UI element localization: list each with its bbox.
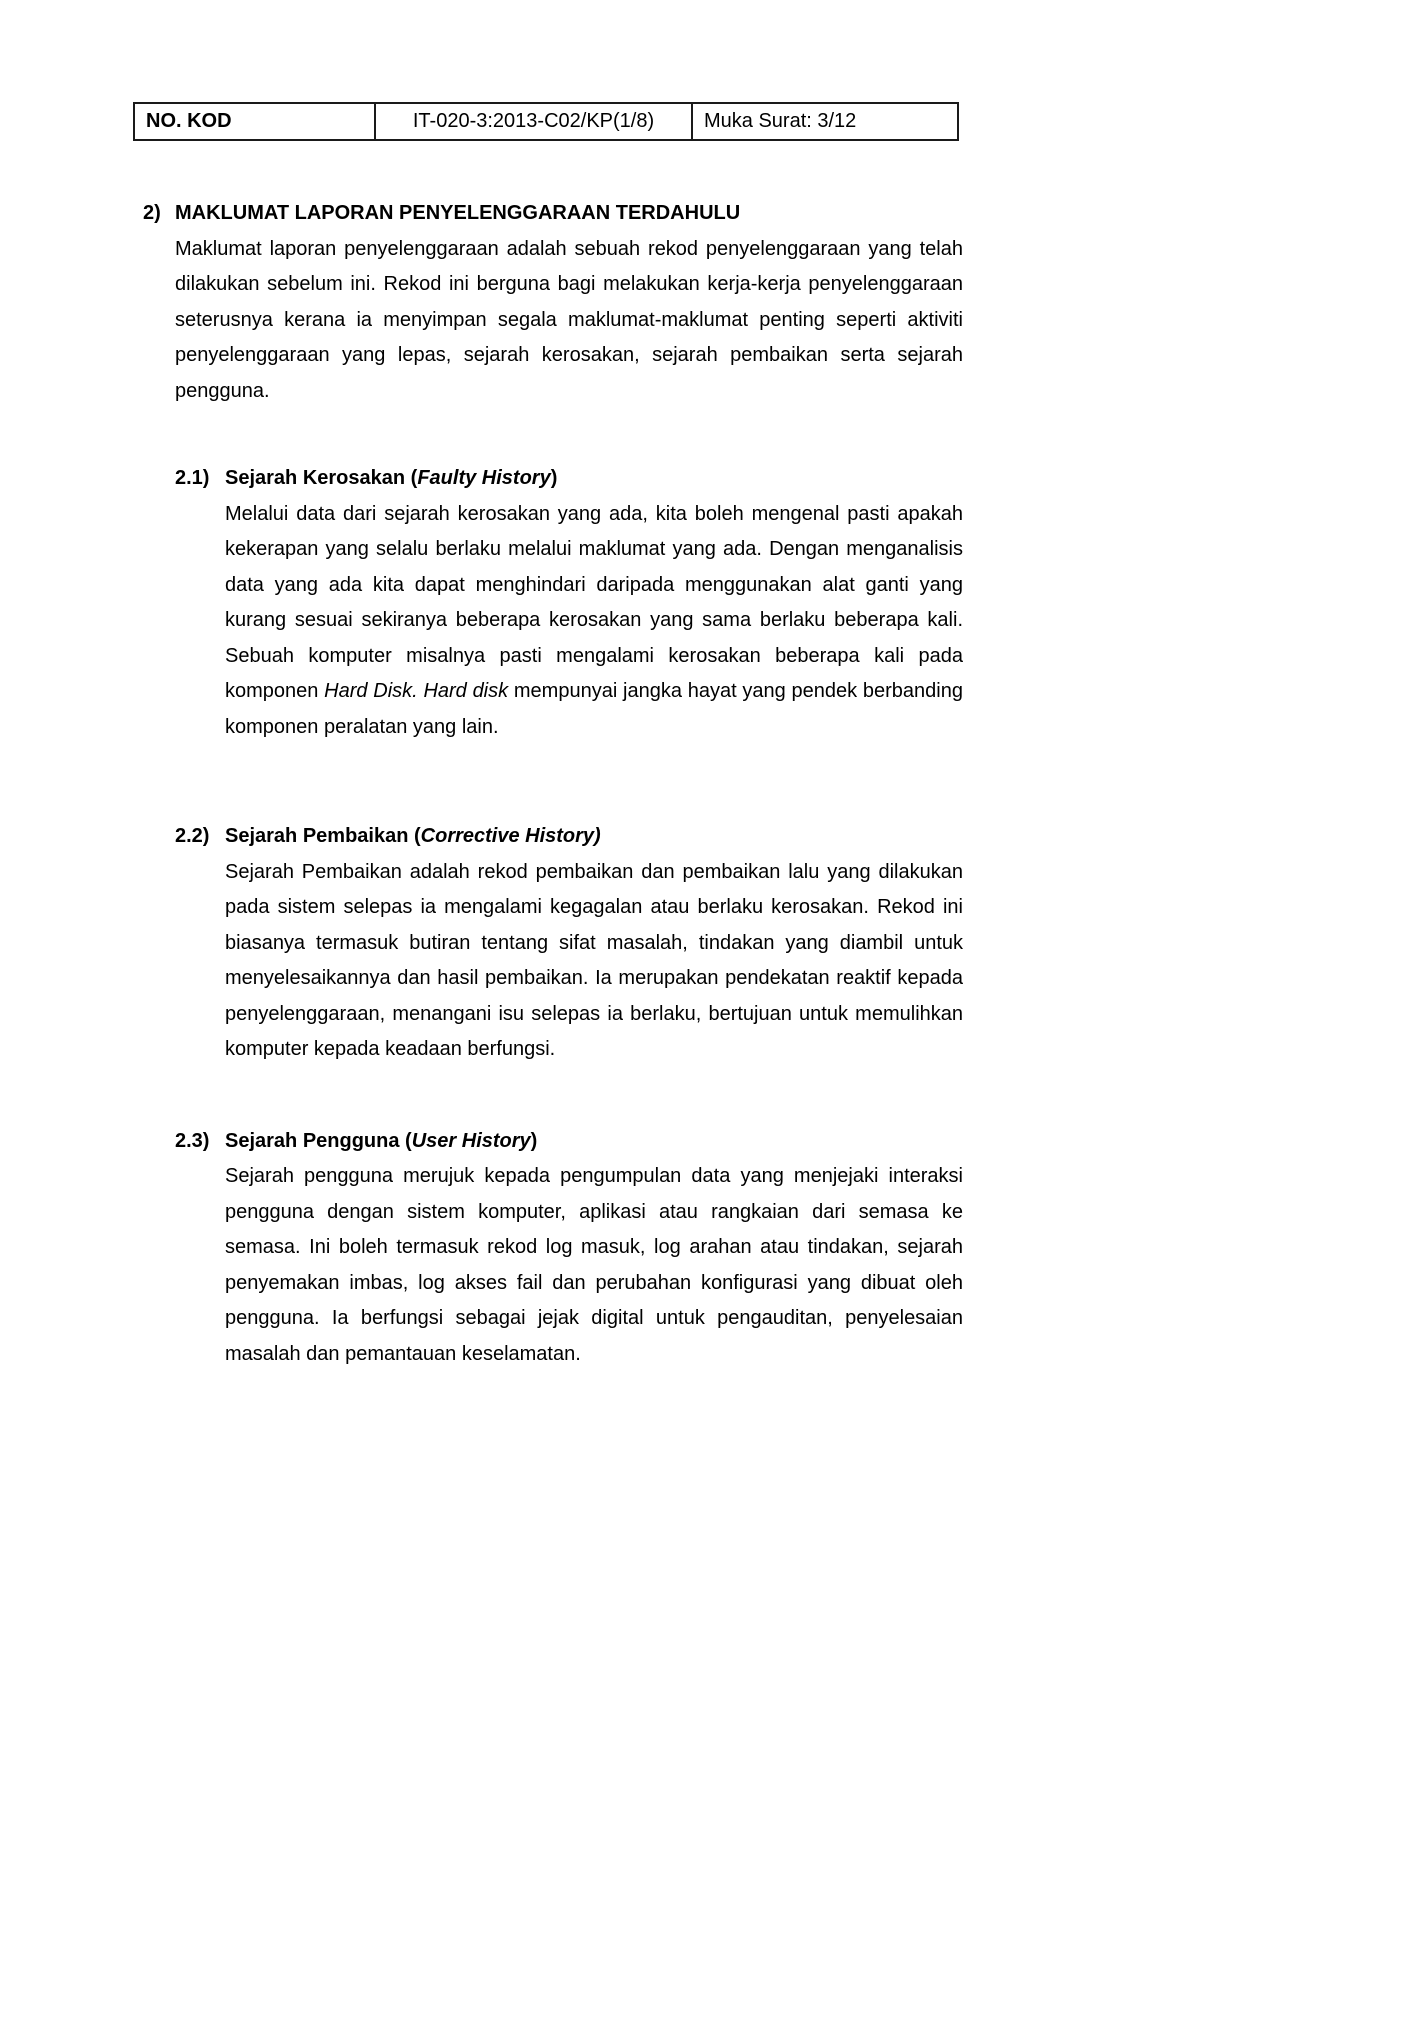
document-body xyxy=(143,196,963,1372)
section-title: MAKLUMAT LAPORAN PENYELENGGARAAN TERDAHULU xyxy=(175,202,741,224)
section-number: 2) xyxy=(143,202,161,224)
subsection-number: 2.1) xyxy=(175,467,210,489)
subsection-2-1 xyxy=(175,461,963,745)
subsection-title-text: Sejarah Kerosakan ( xyxy=(225,467,418,489)
subsection-paragraph xyxy=(225,855,963,1068)
subsection-title-italic: Corrective History) xyxy=(420,825,601,847)
subsection-number: 2.3) xyxy=(175,1129,210,1152)
section-intro-paragraph: Maklumat laporan penyelenggaraan adalah sebuah rekod penyelenggaraan yang telah dilakukan sebelum ini. Rekod ini berguna bagi melakukan kerja-kerja penyelenggaraan seterusnya kerana ia menyimpan segala maklumat-maklumat penting seperti aktiviti penyelenggaraan yang lepas, sejarah kerosakan, sejarah pembaikan serta sejarah pengguna. xyxy=(175,237,963,402)
subsection-title xyxy=(225,1124,537,1160)
header-table xyxy=(133,102,959,141)
subsection-title-text: Sejarah Pembaikan ( xyxy=(225,825,421,847)
paragraph-italic-text: Hard Disk. Hard disk xyxy=(324,680,509,702)
subsection-title xyxy=(225,461,557,497)
paragraph-text: Sejarah pengguna merujuk kepada pengumpulan data yang menjejaki interaksi pengguna dengan sistem komputer, aplikasi atau rangkaian dari semasa ke semasa. Ini boleh termasuk rekod log masuk, log arahan atau tindakan, sejarah penyemakan imbas, log akses fail dan perubahan konfigurasi yang dibuat oleh pengguna. Ia berfungsi sebagai jejak digital untuk pengauditan, penyelesaian masalah dan pemantauan keselamatan. xyxy=(225,1165,963,1365)
subsection-title-italic: Faulty History xyxy=(417,467,551,489)
subsection-2-2 xyxy=(175,819,963,1068)
subsection-number: 2.2) xyxy=(175,825,210,847)
header-cell-code-label: NO. KOD xyxy=(146,110,232,132)
paragraph-text: Melalui data dari sejarah kerosakan yang ada, kita boleh mengenal pasti apakah kekerapan yang selalu berlaku melalui maklumat yang ada. Dengan menganalisis data yang ada kita dapat menghindari daripada menggunakan alat ganti yang kurang sesuai sekiranya beberapa kerosakan yang sama berlaku beberapa kali. Sebuah komputer misalnya pasti mengalami kerosakan beberapa kali pada komponen xyxy=(225,502,963,702)
header-cell-code-value: IT-020-3:2013-C02/KP(1/8) xyxy=(374,104,693,139)
section-heading xyxy=(143,196,963,232)
subsection-heading xyxy=(175,1124,963,1160)
paragraph-text-end: mempunyai jangka hayat yang pendek berbanding komponen peralatan yang lain. xyxy=(225,680,963,738)
subsection-title-text: Sejarah Pengguna ( xyxy=(225,1129,412,1152)
subsection-paragraph xyxy=(225,497,963,746)
subsection-title xyxy=(225,819,601,855)
subsection-title-italic: User History xyxy=(411,1129,531,1152)
subsection-title-close: ) xyxy=(530,1129,538,1152)
subsection-heading xyxy=(175,819,963,855)
subsection-2-3 xyxy=(175,1124,963,1373)
subsection-paragraph xyxy=(225,1159,963,1372)
header-cell-page-number: Muka Surat: 3/12 xyxy=(704,110,857,132)
subsection-heading xyxy=(175,461,963,497)
subsection-title-close: ) xyxy=(550,467,558,489)
paragraph-text: Sejarah Pembaikan adalah rekod pembaikan dan pembaikan lalu yang dilakukan pada sistem selepas ia mengalami kegagalan atau berlaku kerosakan. Rekod ini biasanya termasuk butiran tentang sifat masalah, tindakan yang diambil untuk menyelesaikannya dan hasil pembaikan. Ia merupakan pendekatan reaktif kepada penyelenggaraan, menangani isu selepas ia berlaku, bertujuan untuk memulihkan komputer kepada keadaan berfungsi. xyxy=(225,860,963,1060)
